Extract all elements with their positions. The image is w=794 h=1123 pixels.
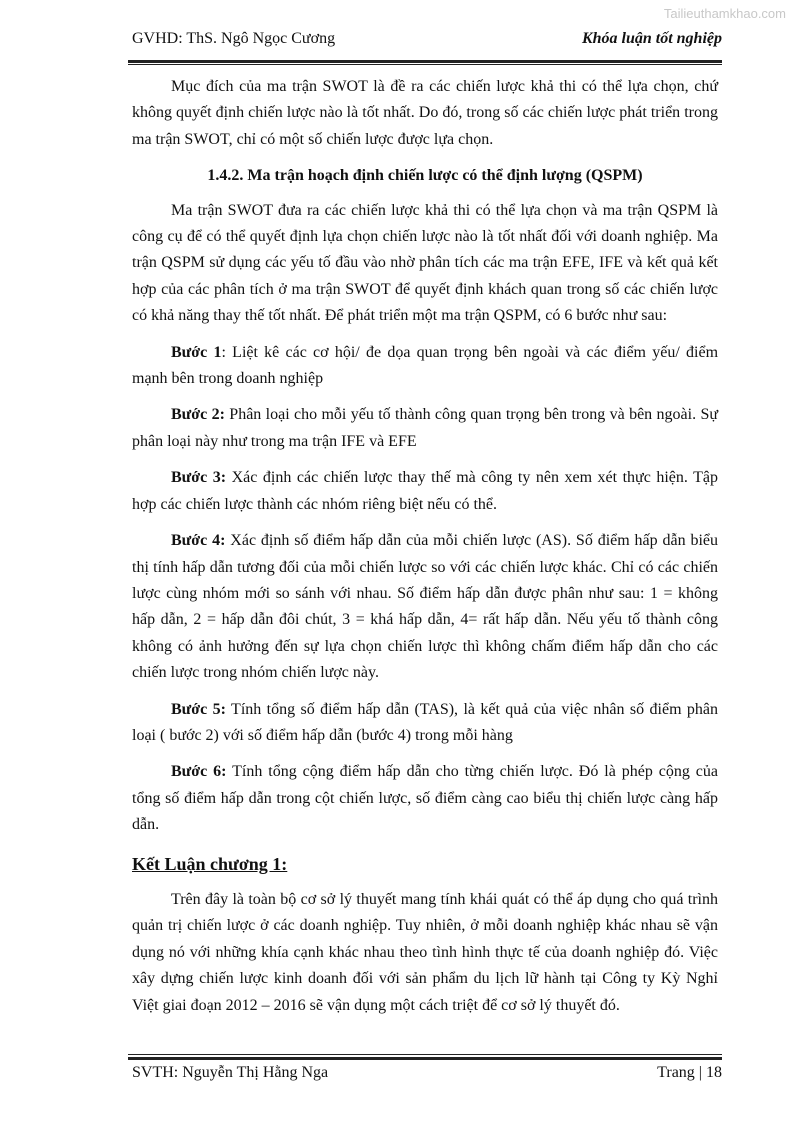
step-6 xyxy=(132,759,718,838)
step-text: Phân loại cho mỗi yếu tố thành công quan trọng bên trong và bên ngoài. Sự phân loại này như trong ma trận IFE và EFE xyxy=(132,406,719,450)
footer-rule-thick xyxy=(128,1057,722,1060)
page-header xyxy=(132,30,722,52)
page-number: Trang | 18 xyxy=(657,1064,722,1081)
conclusion-heading: Kết Luận chương 1: xyxy=(132,853,288,874)
step-text: Tính tổng số điểm hấp dẫn (TAS), là kết quả của việc nhân số điểm phân loại ( bước 2) với số điểm hấp dẫn (bước 4) trong mỗi hàng xyxy=(132,700,718,744)
header-document-type: Khóa luận tốt nghiệp xyxy=(581,30,722,47)
page-content xyxy=(132,74,718,1029)
step-label: Bước 4: xyxy=(171,532,226,550)
step-label: Bước 6: xyxy=(171,763,227,781)
footer-rule-thin xyxy=(128,1054,722,1055)
footer-author: SVTH: Nguyễn Thị Hằng Nga xyxy=(132,1064,329,1081)
step-4 xyxy=(132,528,718,686)
step-text: : Liệt kê các cơ hội/ đe dọa quan trọng bên ngoài và các điểm yếu/ điểm mạnh bên trong doanh nghiệp xyxy=(132,343,719,388)
step-label: Bước 2: xyxy=(171,406,225,424)
section-heading: 1.4.2. Ma trận hoạch định chiến lược có thể định lượng (QSPM) xyxy=(207,167,643,185)
step-2 xyxy=(132,402,718,455)
header-rule-thin xyxy=(128,64,722,65)
header-supervisor: GVHD: ThS. Ngô Ngọc Cương xyxy=(132,30,336,47)
paragraph-swot-purpose: Mục đích của ma trận SWOT là đề ra các chiến lược khả thi có thể lựa chọn, chứ không quyết định chiến lược nào là tốt nhất. Do đó, trong số các chiến lược phát triển trong ma trận SWOT, chỉ có một số chiến lược được lựa chọn. xyxy=(132,78,718,148)
watermark: Tailieuthamkhao.com xyxy=(663,6,786,21)
step-3 xyxy=(132,465,718,518)
paragraph-conclusion: Trên đây là toàn bộ cơ sở lý thuyết mang tính khái quát có thể áp dụng cho quá trình quản trị chiến lược ở các doanh nghiệp. Tuy nhiên, ở mỗi doanh nghiệp khác nhau sẽ vận dụng nó với những khía cạnh khác nhau theo tình hình thực tế của doanh nghiệp đó. Việc xây dựng chiến lược kinh doanh đối với sản phẩm du lịch lữ hành tại Công ty Kỳ Nghỉ Việt giai đoạn 2012 – 2016 sẽ vận dụng một cách triệt để cơ sở lý thuyết đó. xyxy=(132,890,718,1014)
step-5 xyxy=(132,697,718,750)
step-label: Bước 1 xyxy=(171,343,222,361)
step-text: Tính tổng cộng điểm hấp dẫn cho từng chiến lược. Đó là phép cộng của tổng số điểm hấp dẫn trong cột chiến lược, số điểm càng cao biểu thị chiến lược càng hấp dẫn. xyxy=(132,763,718,834)
step-text: Xác định số điểm hấp dẫn của mỗi chiến lược (AS). Số điểm hấp dẫn biểu thị tính hấp dẫn tương đối của mỗi chiến lược so với các chiến lược khác. Chỉ có các chiến lược cùng nhóm mới so sánh với nhau. Số điểm hấp dẫn được phân như sau: 1 = không hấp dẫn, 2 = hấp dẫn đôi chút, 3 = khá hấp dẫn, 4= rất hấp dẫn. Nếu yếu tố thành công không có ảnh hưởng đến sự lựa chọn chiến lược thì không chấm điểm hấp dẫn cho các chiến lược trong nhóm chiến lược này. xyxy=(132,532,719,682)
header-rule-thick xyxy=(128,60,722,63)
step-label: Bước 3: xyxy=(171,469,227,487)
step-label: Bước 5: xyxy=(171,700,226,718)
paragraph-qspm-intro: Ma trận SWOT đưa ra các chiến lược khả thi có thể lựa chọn và ma trận QSPM là công cụ để có thể quyết định lựa chọn chiến lược nào là tốt nhất đối với doanh nghiệp. Ma trận QSPM sử dụng các yếu tố đầu vào nhờ phân tích các ma trận EFE, IFE và kết quả kết hợp của các phân tích ở ma trận SWOT để quyết định khách quan trong số các chiến lược có khả năng thay thế tốt nhất. Để phát triển một ma trận QSPM, có 6 bước như sau: xyxy=(132,201,718,325)
step-1 xyxy=(132,340,718,393)
step-text: Xác định các chiến lược thay thế mà công ty nên xem xét thực hiện. Tập hợp các chiến lược thành các nhóm riêng biệt nếu có thể. xyxy=(132,469,719,513)
